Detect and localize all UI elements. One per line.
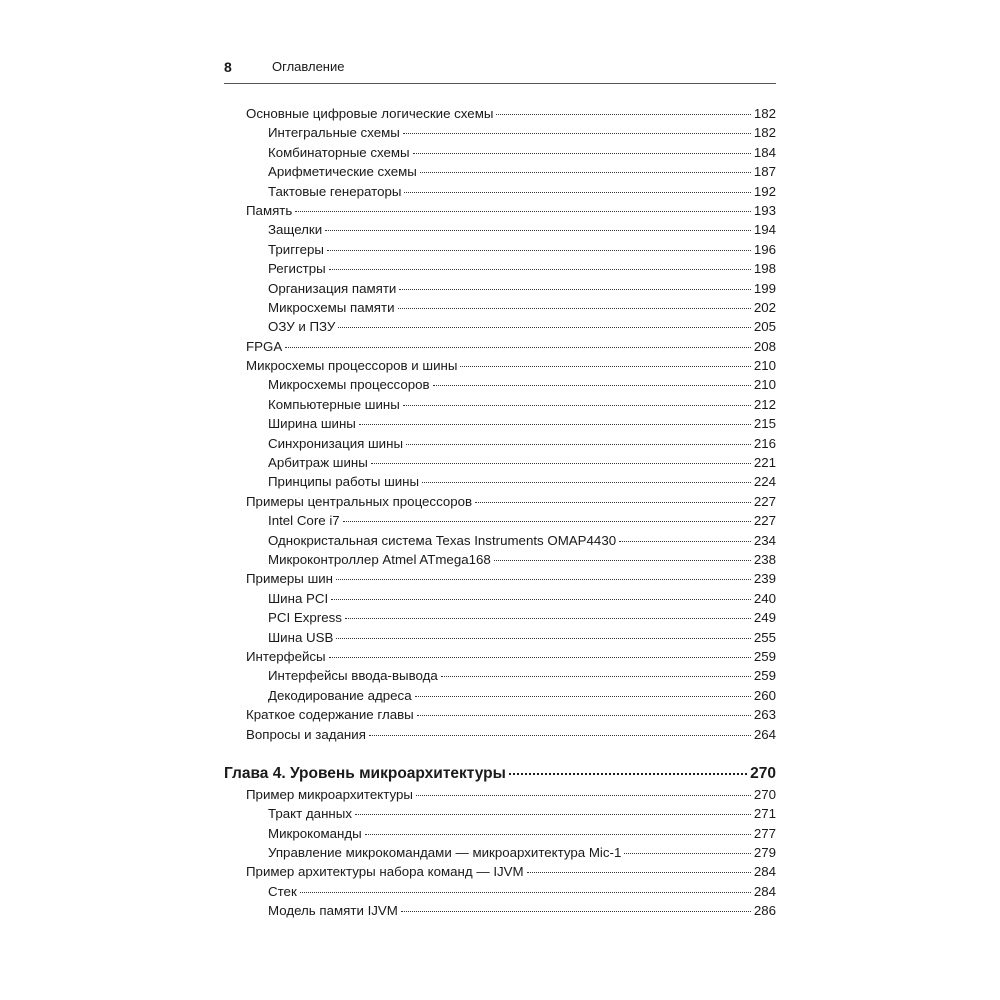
toc-entry-title: Синхронизация шины [268, 435, 404, 451]
toc-entry-title: Микросхемы процессоров и шины [246, 358, 458, 374]
toc-entry-page: 227 [753, 493, 776, 509]
toc-entry-page: 210 [753, 358, 776, 374]
toc-entry-title: Интерфейсы [246, 648, 326, 664]
toc-entry-page: 212 [753, 396, 776, 412]
toc-entry-page: 260 [753, 687, 776, 703]
toc-entry [224, 511, 776, 530]
toc-entry-title: Шина USB [268, 629, 334, 645]
running-title: Оглавление [272, 59, 345, 74]
toc-entry [224, 123, 776, 142]
toc-entry-page: 240 [753, 590, 776, 606]
toc-entry [224, 705, 776, 724]
toc-entry-page: 221 [753, 455, 776, 471]
page-number: 8 [224, 59, 232, 75]
dot-leader [496, 114, 750, 115]
toc-entry-page: 198 [753, 261, 776, 277]
toc-entry-title: Вопросы и задания [246, 726, 366, 742]
dot-leader [345, 618, 751, 619]
toc-entry-page: 255 [753, 629, 776, 645]
toc-entry [224, 279, 776, 298]
toc-entry-page: 202 [753, 299, 776, 315]
header-rule [224, 83, 776, 84]
toc-entry [224, 143, 776, 162]
dot-leader [415, 696, 751, 697]
dot-leader [433, 385, 751, 386]
toc-entry-title: Стек [268, 883, 297, 899]
toc-entry-page: 193 [753, 202, 776, 218]
dot-leader [403, 405, 751, 406]
toc-entry-page: 227 [753, 513, 776, 529]
toc-entry [224, 414, 776, 433]
toc-entry-page: 271 [753, 806, 776, 822]
dot-leader [401, 911, 751, 912]
toc-entry-title: Примеры центральных процессоров [246, 493, 473, 509]
toc-entry-page: 199 [753, 280, 776, 296]
toc-entry [224, 785, 776, 804]
dot-leader [460, 366, 750, 367]
toc-entry [224, 824, 776, 843]
dot-leader [420, 172, 751, 173]
toc-entry-title: Intel Core i7 [268, 513, 340, 529]
dot-leader [417, 715, 751, 716]
dot-leader [413, 153, 751, 154]
toc-entry [224, 453, 776, 472]
toc-entry [224, 104, 776, 123]
toc-entry [224, 901, 776, 920]
toc-entry-page: 284 [753, 883, 776, 899]
dot-leader [365, 834, 751, 835]
dot-leader [331, 599, 751, 600]
toc-entry [224, 589, 776, 608]
toc-entry-title: Защелки [268, 222, 323, 238]
toc-entry-title: Комбинаторные схемы [268, 144, 410, 160]
page-header [224, 59, 776, 85]
toc-entry-title: Регистры [268, 261, 326, 277]
toc-entry-page: 249 [753, 610, 776, 626]
toc-entry-page: 286 [753, 903, 776, 919]
toc-entry-title: Арбитраж шины [268, 455, 368, 471]
toc-entry-title: Интегральные схемы [268, 125, 400, 141]
toc-entry-title: Примеры шин [246, 571, 334, 587]
dot-leader [336, 579, 751, 580]
toc-entry-title: Память [246, 202, 293, 218]
toc-entry-title: FPGA [246, 338, 283, 354]
dot-leader [338, 327, 750, 328]
toc-entry-title: Интерфейсы ввода-вывода [268, 668, 438, 684]
toc-entry-page: 182 [753, 106, 776, 121]
toc-entry [224, 375, 776, 394]
toc-entry [224, 550, 776, 569]
dot-leader [619, 541, 751, 542]
dot-leader [329, 269, 751, 270]
toc-entry [224, 666, 776, 685]
toc-entry-title: Пример архитектуры набора команд — IJVM [246, 864, 524, 880]
toc-entry-title: Организация памяти [268, 280, 397, 296]
toc-entry [224, 317, 776, 336]
toc-entry [224, 182, 776, 201]
toc-entry [224, 804, 776, 823]
table-of-contents [224, 104, 776, 921]
dot-leader [527, 872, 751, 873]
toc-entry [224, 240, 776, 259]
toc-entry-title: Микроконтроллер Atmel ATmega168 [268, 551, 491, 567]
toc-entry-page: 238 [753, 551, 776, 567]
toc-entry-title: PCI Express [268, 610, 342, 626]
toc-entry-page: 270 [753, 786, 776, 802]
dot-leader [336, 638, 750, 639]
toc-entry-page: 194 [753, 222, 776, 238]
toc-entry-page: 277 [753, 825, 776, 841]
dot-leader [475, 502, 751, 503]
dot-leader [403, 133, 751, 134]
toc-entry-title: Тактовые генераторы [268, 183, 402, 199]
toc-entry-page: 208 [753, 338, 776, 354]
dot-leader [295, 211, 751, 212]
toc-entry-title: Модель памяти IJVM [268, 903, 398, 919]
toc-entry-page: 234 [753, 532, 776, 548]
toc-entry-title: Ширина шины [268, 416, 356, 432]
toc-entry-title: Шина PCI [268, 590, 329, 606]
toc-entry [224, 259, 776, 278]
dot-leader [369, 735, 751, 736]
toc-entry [224, 569, 776, 588]
toc-entry-page: 264 [753, 726, 776, 742]
toc-entry [224, 843, 776, 862]
toc-entry-page: 224 [753, 474, 776, 490]
toc-entry-page: 184 [753, 144, 776, 160]
dot-leader [285, 347, 751, 348]
dot-leader [624, 853, 750, 854]
toc-entry-page: 279 [753, 845, 776, 861]
toc-entry-page: 259 [753, 648, 776, 664]
toc-entry-title: Арифметические схемы [268, 164, 417, 180]
toc-entry [224, 162, 776, 181]
dot-leader [404, 192, 750, 193]
toc-entry [224, 725, 776, 744]
toc-entry-page: 182 [753, 125, 776, 141]
dot-leader [300, 892, 751, 893]
toc-entry [224, 472, 776, 491]
toc-entry [224, 220, 776, 239]
dot-leader [509, 773, 747, 775]
toc-entry-page: 216 [753, 435, 776, 451]
toc-entry [224, 298, 776, 317]
toc-entry-page: 192 [753, 183, 776, 199]
dot-leader [329, 657, 751, 658]
toc-entry [224, 395, 776, 414]
toc-entry-page: 284 [753, 864, 776, 880]
toc-entry [224, 647, 776, 666]
dot-leader [371, 463, 751, 464]
toc-entry-title: Микрокоманды [268, 825, 362, 841]
dot-leader [359, 424, 751, 425]
toc-entry [224, 201, 776, 220]
dot-leader [355, 814, 751, 815]
toc-entry-title: Компьютерные шины [268, 396, 400, 412]
dot-leader [422, 482, 751, 483]
toc-entry-title: Декодирование адреса [268, 687, 412, 703]
toc-entry-title: Тракт данных [268, 806, 352, 822]
toc-entry [224, 531, 776, 550]
toc-entry-page: 205 [753, 319, 776, 335]
dot-leader [406, 444, 751, 445]
toc-entry [224, 862, 776, 881]
toc-entry-page: 215 [753, 416, 776, 432]
dot-leader [416, 795, 751, 796]
toc-entry-title: Глава 4. Уровень микроархитектуры [224, 764, 506, 782]
dot-leader [325, 230, 751, 231]
toc-entry-title: Краткое содержание главы [246, 707, 414, 723]
toc-entry-page: 259 [753, 668, 776, 684]
dot-leader [343, 521, 751, 522]
toc-entry [224, 356, 776, 375]
toc-entry [224, 434, 776, 453]
dot-leader [327, 250, 751, 251]
toc-entry-title: Управление микрокомандами — микроархитектура Mic-1 [268, 845, 622, 861]
toc-entry-title: ОЗУ и ПЗУ [268, 319, 336, 335]
dot-leader [398, 308, 751, 309]
toc-entry-title: Однокристальная система Texas Instruments OMAP4430 [268, 532, 617, 548]
toc-entry-page: 263 [753, 707, 776, 723]
dot-leader [441, 676, 751, 677]
toc-entry-page: 187 [753, 164, 776, 180]
toc-entry-page: 270 [750, 764, 776, 782]
toc-entry [224, 337, 776, 356]
toc-entry-title: Основные цифровые логические схемы [246, 106, 494, 121]
toc-entry-title: Микросхемы памяти [268, 299, 395, 315]
toc-entry [224, 608, 776, 627]
toc-entry-page: 239 [753, 571, 776, 587]
dot-leader [494, 560, 751, 561]
toc-entry [224, 882, 776, 901]
toc-entry [224, 628, 776, 647]
toc-entry-title: Триггеры [268, 241, 324, 257]
toc-entry [224, 492, 776, 511]
toc-entry-page: 196 [753, 241, 776, 257]
dot-leader [399, 289, 750, 290]
toc-entry-page: 210 [753, 377, 776, 393]
toc-entry-title: Микросхемы процессоров [268, 377, 430, 393]
toc-entry-title: Принципы работы шины [268, 474, 420, 490]
toc-entry-title: Пример микроархитектуры [246, 786, 413, 802]
toc-entry [224, 686, 776, 705]
toc-chapter-entry [224, 762, 776, 785]
